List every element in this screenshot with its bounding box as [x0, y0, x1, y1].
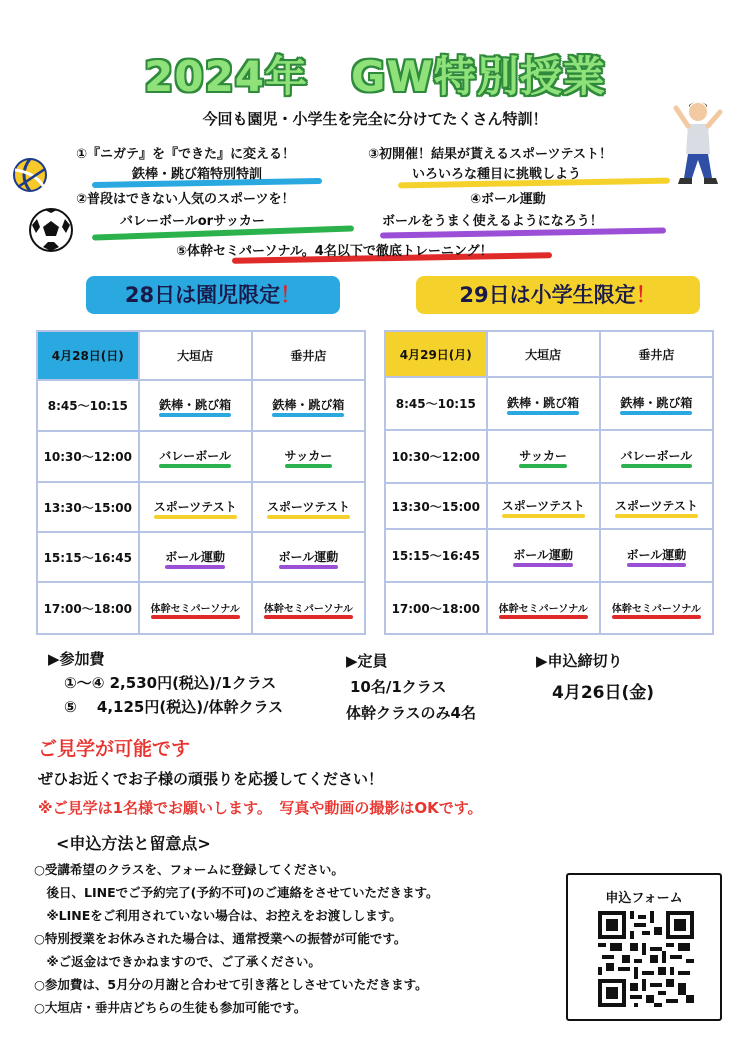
day28-heading — [86, 276, 340, 314]
feature-3-detail: いろいろな種目に挑戦しよう — [412, 167, 582, 182]
fee-line-2: ⑤ 4,125円(税込)/体幹クラス — [64, 698, 284, 716]
class-name: バレーボール — [159, 449, 232, 463]
time-cell: 10:30〜12:00 — [385, 430, 487, 483]
class-cell — [600, 483, 713, 529]
notes-item: ○参加費は、5月分の月謝と合わせて引き落としさせていただきます。 — [34, 977, 428, 992]
volleyball-icon — [12, 157, 48, 193]
notes-item: ※LINEをご利用されていない場合は、お控えをお渡しします。 — [34, 908, 402, 923]
notes-item: 後日、LINEでご予約完了(予約不可)のご連絡をさせていただきます。 — [34, 885, 439, 900]
class-name: 鉄棒・跳び箱 — [620, 396, 693, 410]
notes-item: ○受講希望のクラスを、フォームに登録してください。 — [34, 862, 344, 877]
notes-item: ※ご返金はできかねますので、ご了承ください。 — [34, 954, 321, 969]
feature-4-detail: ボールをうまく使えるようになろう！ — [382, 214, 603, 229]
class-name: スポーツテスト — [501, 498, 585, 513]
class-name: 体幹セミパーソナル — [498, 603, 588, 615]
class-cell — [487, 582, 600, 634]
class-name: 体幹セミパーソナル — [263, 603, 353, 615]
class-name: 体幹セミパーソナル — [150, 603, 240, 615]
schedule-table-29 — [384, 330, 714, 635]
class-name: ボール運動 — [278, 549, 339, 564]
class-name: 体幹セミパーソナル — [611, 603, 701, 615]
date-cell: 4月29日(月) — [385, 331, 487, 377]
feature-4: ④ボール運動 — [470, 192, 546, 207]
page-title: 2024年 GW特別授業 — [144, 52, 606, 101]
notes-item: ○大垣店・垂井店どちらの生徒も参加可能です。 — [34, 1000, 307, 1015]
capacity-label: ▶定員 — [346, 652, 388, 670]
class-cell — [487, 483, 600, 529]
class-name: ボール運動 — [513, 548, 574, 562]
class-cell — [487, 529, 600, 582]
day29-heading-text: 29日は小学生限定 — [459, 283, 636, 307]
class-cell — [600, 377, 713, 430]
class-cell — [139, 431, 252, 482]
class-cell — [252, 582, 365, 634]
deadline-label: ▶申込締切り — [536, 652, 623, 670]
day28-heading-text: 28日は園児限定 — [124, 283, 281, 307]
class-cell — [600, 582, 713, 634]
class-cell — [252, 431, 365, 482]
class-cell — [252, 532, 365, 582]
schedule-table-28 — [36, 330, 366, 635]
capacity-line-2: 体幹クラスのみ4名 — [346, 704, 476, 722]
class-cell — [252, 380, 365, 431]
application-form-box[interactable] — [566, 873, 722, 1021]
class-name: ボール運動 — [165, 549, 226, 564]
class-name: スポーツテスト — [614, 498, 698, 513]
feature-2-detail: バレーボールorサッカー — [120, 214, 265, 229]
class-name: 鉄棒・跳び箱 — [159, 398, 232, 412]
class-name: バレーボール — [620, 449, 693, 463]
class-cell — [487, 377, 600, 430]
qr-code-icon[interactable] — [598, 911, 694, 1007]
class-cell — [139, 380, 252, 431]
class-cell — [139, 482, 252, 532]
class-cell — [139, 532, 252, 582]
class-name: ボール運動 — [626, 548, 687, 562]
class-name: 鉄棒・跳び箱 — [507, 396, 580, 410]
class-name: スポーツテスト — [266, 499, 350, 514]
store-header: 大垣店 — [487, 331, 600, 377]
class-name: サッカー — [519, 449, 568, 463]
time-cell: 17:00〜18:00 — [385, 582, 487, 634]
feature-2: ②普段はできない人気のスポーツを！ — [76, 192, 295, 207]
time-cell: 15:15〜16:45 — [385, 529, 487, 582]
time-cell: 15:15〜16:45 — [37, 532, 139, 582]
store-header: 大垣店 — [139, 331, 252, 380]
class-name: スポーツテスト — [153, 499, 237, 514]
feature-3: ③初開催！結果が貰えるスポーツテスト！ — [368, 147, 612, 162]
jumping-person-icon — [672, 98, 724, 196]
class-cell — [487, 430, 600, 483]
class-name: 鉄棒・跳び箱 — [272, 398, 345, 412]
date-cell: 4月28日(日) — [37, 331, 139, 380]
class-cell — [252, 482, 365, 532]
class-cell — [600, 529, 713, 582]
time-cell: 8:45〜10:15 — [37, 380, 139, 431]
soccer-ball-icon — [28, 207, 74, 253]
time-cell: 17:00〜18:00 — [37, 582, 139, 634]
store-header: 垂井店 — [600, 331, 713, 377]
tour-line-1: ぜひお近くでお子様の頑張りを応援してください！ — [38, 770, 384, 788]
fee-label: ▶参加費 — [48, 650, 105, 668]
store-header: 垂井店 — [252, 331, 365, 380]
time-cell: 13:30〜15:00 — [37, 482, 139, 532]
highlight-stroke — [380, 228, 666, 239]
class-cell — [139, 582, 252, 634]
deadline-value: 4月26日(金) — [552, 683, 655, 703]
page-subtitle: 今回も園児・小学生を完全に分けてたくさん特訓！ — [202, 110, 548, 128]
class-name: サッカー — [284, 449, 333, 463]
notes-list — [34, 858, 439, 1019]
fee-line-1: ①〜④ 2,530円(税込)/1クラス — [64, 674, 277, 692]
feature-1: ①『ニガテ』を『できた』に変える！ — [76, 147, 296, 162]
day29-heading — [416, 276, 700, 314]
form-label: 申込フォーム — [605, 891, 683, 906]
time-cell: 13:30〜15:00 — [385, 483, 487, 529]
exclamation-mark: ！ — [280, 283, 302, 307]
class-cell — [600, 430, 713, 483]
feature-5: ⑤体幹セミパーソナル。4名以下で徹底トレーニング！ — [176, 244, 493, 259]
time-cell: 8:45〜10:15 — [385, 377, 487, 430]
tour-heading: ご見学が可能です — [38, 738, 191, 760]
notes-heading: <申込方法と留意点> — [56, 834, 211, 853]
exclamation-mark: ！ — [635, 283, 657, 307]
feature-1-detail: 鉄棒・跳び箱特別特訓 — [132, 167, 263, 182]
tour-line-2: ※ご見学は1名様でお願いします。 写真や動画の撮影はOKです。 — [38, 799, 483, 817]
notes-item: ○特別授業をお休みされた場合は、通常授業への振替が可能です。 — [34, 931, 407, 946]
capacity-line-1: 10名/1クラス — [350, 678, 447, 696]
time-cell: 10:30〜12:00 — [37, 431, 139, 482]
